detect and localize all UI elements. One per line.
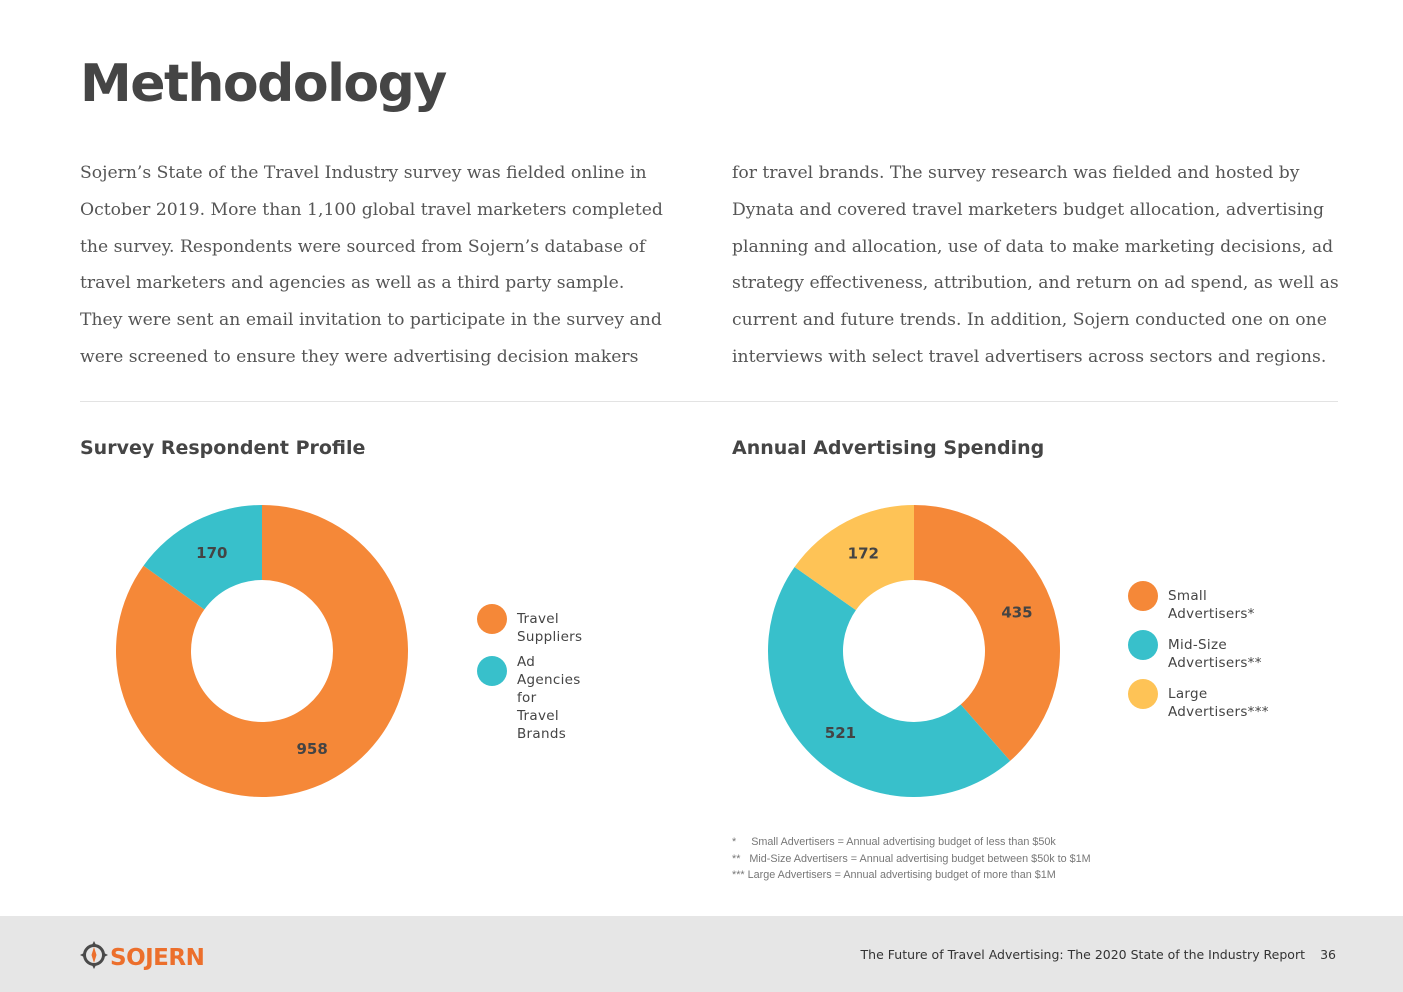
paragraph-line: the survey. Respondents were sourced from Sojern’s database of	[80, 236, 646, 257]
respondent-profile-title: Survey Respondent Profile	[80, 437, 366, 459]
legend-swatch	[477, 656, 507, 686]
legend-label: Small Advertisers*	[1168, 588, 1255, 622]
ad-spending-title: Annual Advertising Spending	[732, 437, 1045, 459]
paragraph-line: interviews with select travel advertisers across sectors and regions.	[732, 346, 1327, 367]
page-title: Methodology	[80, 54, 446, 114]
report-title: The Future of Travel Advertising: The 2020 State of the Industry Report	[860, 947, 1305, 962]
paragraph-line: were screened to ensure they were advertising decision makers	[80, 346, 639, 367]
page-footer	[0, 916, 1403, 992]
ad-spending-donut-chart	[763, 501, 1063, 801]
legend-item-small-advertisers	[1128, 581, 1255, 623]
legend-item-mid-size-advertisers	[1128, 630, 1262, 672]
methodology-paragraph-right	[732, 155, 1372, 376]
spending-footnotes	[732, 834, 1091, 884]
legend-label: Travel Suppliers	[517, 611, 583, 645]
legend-swatch	[1128, 581, 1158, 611]
footnote: *** Large Advertisers = Annual advertising budget of more than $1M	[732, 869, 1056, 881]
slice-value-label: 172	[847, 544, 879, 563]
respondent-profile-donut-chart	[112, 501, 412, 801]
paragraph-line: travel marketers and agencies as well as a third party sample.	[80, 273, 625, 294]
brand-wordmark: SOJERN	[110, 944, 205, 971]
paragraph-line: for travel brands. The survey research was fielded and hosted by	[732, 163, 1300, 183]
legend-swatch	[1128, 630, 1158, 660]
compass-icon	[80, 940, 108, 975]
slice-value-label: 170	[196, 544, 228, 563]
paragraph-line: October 2019. More than 1,100 global travel marketers completed	[80, 199, 663, 220]
section-divider	[80, 401, 1338, 402]
slice-value-label: 958	[296, 739, 328, 758]
page-number: 36	[1320, 947, 1336, 962]
legend-label: Large Advertisers***	[1168, 686, 1269, 720]
legend-swatch	[477, 604, 507, 634]
legend-swatch	[1128, 679, 1158, 709]
paragraph-line: They were sent an email invitation to participate in the survey and	[80, 310, 662, 331]
legend-label: Mid-Size Advertisers**	[1168, 637, 1262, 671]
paragraph-line: Sojern’s State of the Travel Industry survey was fielded online in	[80, 163, 647, 183]
sojern-logo	[80, 940, 204, 975]
slice-value-label: 435	[1001, 603, 1033, 622]
footnote: ** Mid-Size Advertisers = Annual advertising budget between $50k to $1M	[732, 852, 1091, 865]
legend-item-ad-agencies	[477, 656, 581, 743]
slice-value-label: 521	[824, 723, 857, 742]
footnote: * Small Advertisers = Annual advertising budget of less than $50k	[732, 836, 1056, 848]
methodology-paragraph-left	[80, 155, 720, 376]
paragraph-line: current and future trends. In addition, Sojern conducted one on one	[732, 310, 1327, 331]
paragraph-line: planning and allocation, use of data to make marketing decisions, ad	[732, 236, 1334, 257]
legend-label: Ad Agencies for Travel Brands	[517, 654, 581, 742]
legend-item-travel-suppliers	[477, 604, 582, 646]
legend-item-large-advertisers	[1128, 679, 1269, 721]
paragraph-line: Dynata and covered travel marketers budget allocation, advertising	[732, 199, 1325, 220]
paragraph-line: strategy effectiveness, attribution, and return on ad spend, as well as	[732, 273, 1339, 294]
